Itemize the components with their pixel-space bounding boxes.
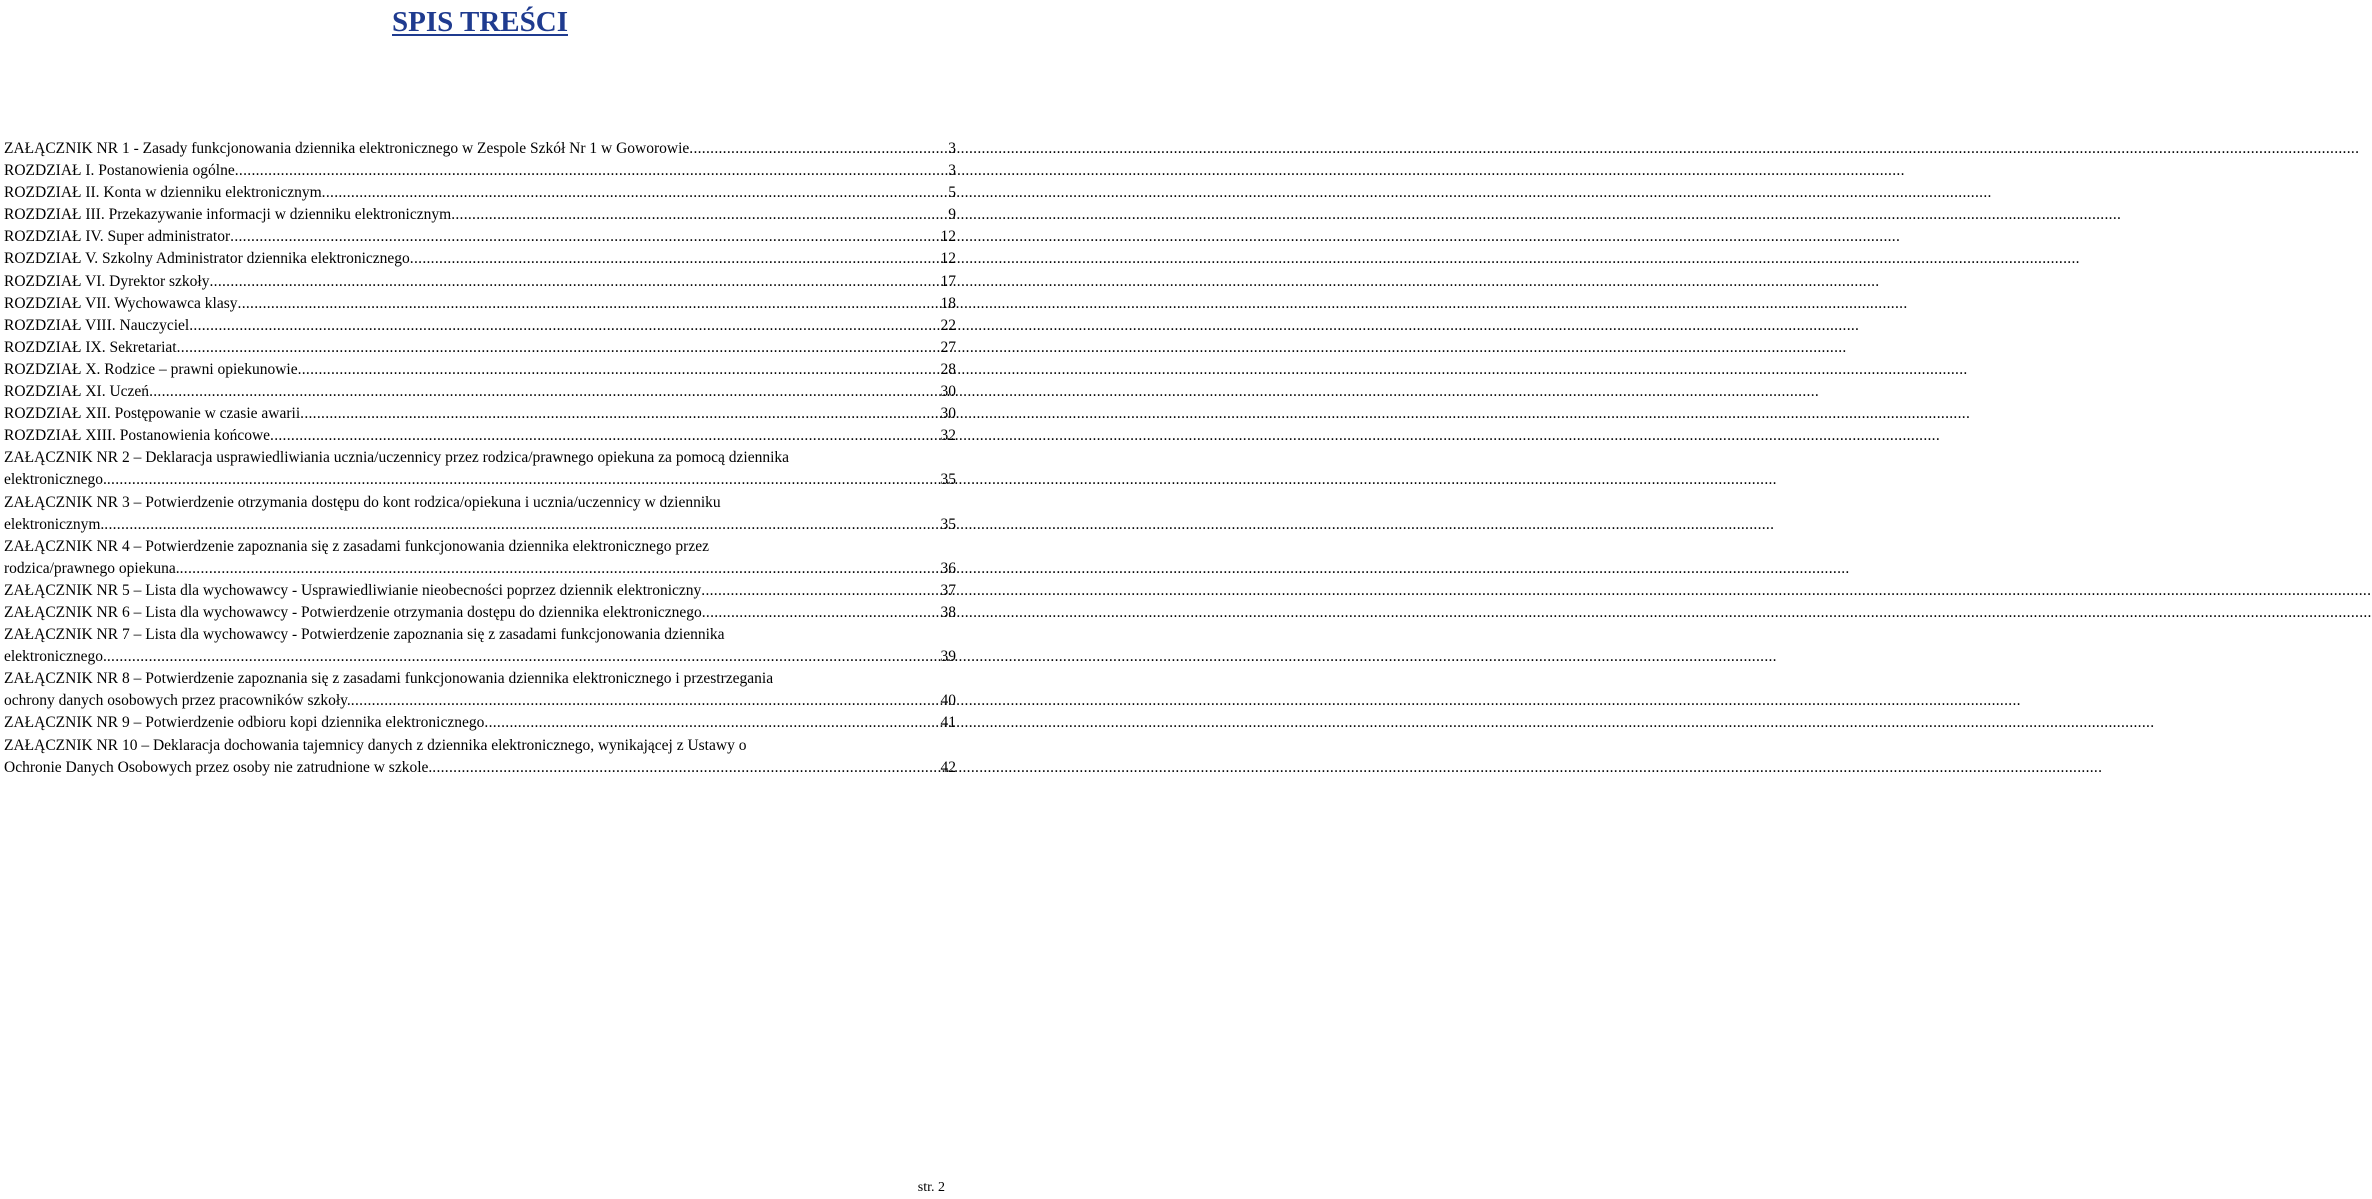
dot-leader [230,226,938,248]
toc-entry-title: ROZDZIAŁ I. Postanowienia ogólne [4,162,235,180]
dot-leader [432,757,938,779]
dot-leader [298,359,939,381]
toc-entry-title: ROZDZIAŁ VII. Wychowawca klasy [4,294,238,312]
dot-leader [149,381,938,403]
toc-entry-page: 30 [940,383,956,401]
toc-entry[interactable] [4,204,956,226]
toc-entry-title: ROZDZIAŁ XII. Postępowanie w czasie awarii [4,405,301,423]
dot-leader [451,204,946,226]
toc-entry-title: ZAŁĄCZNIK NR 1 - Zasady funkcjonowania dziennika elektronicznego w Zespole Szkół Nr 1 w Goworowie [4,140,690,157]
toc-entry-title-line1: ZAŁĄCZNIK NR 4 – Potwierdzenie zapoznania się z zasadami funkcjonowania dziennika elektronicznego przez [4,537,709,555]
toc-entry[interactable] [4,182,956,204]
toc-entry[interactable] [4,624,956,668]
toc-entry-page: 36 [940,559,956,577]
toc-entry-title-line1: ZAŁĄCZNIK NR 7 – Lista dla wychowawcy - Potwierdzenie zapoznania się z zasadami funkcjonowania dziennika [4,626,725,644]
toc-entry-title: ZAŁĄCZNIK NR 5 – Lista dla wychowawcy - Usprawiedliwianie nieobecności poprzez dziennik elektroniczny [4,581,702,599]
toc-entry[interactable] [4,492,956,536]
toc-entry-title: ZAŁĄCZNIK NR 6 – Lista dla wychowawcy - Potwierdzenie otrzymania dostępu do dziennika elektronicznego [4,603,702,621]
toc-entry[interactable] [4,668,956,712]
dot-leader [177,337,939,359]
dot-leader [104,514,938,536]
toc-entry[interactable] [4,536,956,580]
toc-entry-page: 22 [940,316,956,334]
dot-leader [107,469,939,491]
toc-entry-title: ZAŁĄCZNIK NR 9 – Potwierdzenie odbioru kopi dziennika elektronicznego [4,714,485,732]
dot-leader [689,138,946,160]
dot-leader [410,248,939,270]
toc-entry-page: 5 [948,184,956,202]
dot-leader [180,558,939,580]
toc-entry-title: Ochronie Danych Osobowych przez osoby nie zatrudnione w szkole. [4,758,433,776]
toc-entry[interactable] [4,271,956,293]
toc-entry-page: 12 [940,250,956,268]
toc-entry[interactable] [4,403,956,425]
toc-entry-page: 42 [940,758,956,776]
toc-entry-page: 17 [940,272,956,290]
toc-entry-title: ROZDZIAŁ XI. Uczeń [4,383,150,401]
toc-entry-page: 18 [940,294,956,312]
dot-leader [189,315,938,337]
toc-entry-title: rodzica/prawnego opiekuna. [4,559,180,577]
toc-entry-title: ochrony danych osobowych przez pracowników szkoły. [4,692,351,710]
page-number: str. 2 [917,1180,945,1195]
toc-entry[interactable] [4,315,956,337]
toc-entry-title: elektronicznego. [4,471,107,489]
toc-entry[interactable] [4,381,956,403]
toc-entry-page: 35 [940,471,956,489]
toc-entry-title: ROZDZIAŁ II. Konta w dzienniku elektronicznym [4,184,322,202]
dot-leader [300,403,938,425]
toc-entry-title: ROZDZIAŁ VI. Dyrektor szkoły [4,272,210,290]
toc-entry[interactable] [4,425,956,447]
toc-entry-title: ROZDZIAŁ XIII. Postanowienia końcowe [4,427,271,445]
toc-entry-page: 35 [940,515,956,533]
toc-entry-title: elektronicznego. [4,648,107,666]
dot-leader [351,690,939,712]
dot-leader [107,646,939,668]
dot-leader [484,712,938,734]
toc-entry-page: 30 [940,405,956,423]
toc-entry[interactable] [4,602,956,624]
toc-entry-title: ROZDZIAŁ IX. Sekretariat [4,338,177,356]
toc-entry[interactable] [4,293,956,315]
toc-entry-page: 32 [940,427,956,445]
dot-leader [701,580,938,602]
table-of-contents [4,138,956,779]
toc-entry-title: ROZDZIAŁ VIII. Nauczyciel [4,316,190,334]
toc-entry[interactable] [4,359,956,381]
dot-leader [235,160,947,182]
toc-entry-page: 27 [940,338,956,356]
toc-entry-page: 37 [940,581,956,599]
toc-entry[interactable] [4,138,956,160]
toc-entry-page: 3 [948,162,956,180]
toc-entry-title-line1: ZAŁĄCZNIK NR 10 – Deklaracja dochowania tajemnicy danych z dziennika elektronicznego, wynikającej z Ustawy o [4,736,747,754]
dot-leader [270,425,938,447]
toc-entry-page: 9 [948,206,956,224]
toc-entry[interactable] [4,337,956,359]
dot-leader [238,293,939,315]
toc-entry-title-line1: ZAŁĄCZNIK NR 3 – Potwierdzenie otrzymania dostępu do kont rodzica/opiekuna i ucznia/uczennicy w dzienniku [4,493,721,511]
toc-entry-title: elektronicznym. [4,515,105,533]
toc-entry[interactable] [4,580,956,602]
toc-entry-title-line1: ZAŁĄCZNIK NR 8 – Potwierdzenie zapoznania się z zasadami funkcjonowania dziennika elektronicznego i przestrzegania [4,670,774,688]
page-title: SPIS TREŚCI [392,6,568,38]
toc-entry-page: 40 [940,692,956,710]
toc-entry-title-line1: ZAŁĄCZNIK NR 2 – Deklaracja usprawiedliwiania ucznia/uczennicy przez rodzica/prawnego opiekuna za pomocą dziennika [4,449,790,467]
toc-entry-page: 39 [940,648,956,666]
toc-entry-title: ROZDZIAŁ V. Szkolny Administrator dziennika elektronicznego [4,250,410,268]
toc-entry-page: 38 [940,603,956,621]
toc-entry[interactable] [4,735,956,779]
dot-leader [702,602,939,624]
toc-entry[interactable] [4,160,956,182]
toc-entry-page: 41 [940,714,956,732]
dot-leader [322,182,947,204]
toc-entry[interactable] [4,226,956,248]
toc-entry[interactable] [4,712,956,734]
toc-entry[interactable] [4,248,956,270]
toc-entry-page: 3 [948,140,956,157]
toc-entry-title: ROZDZIAŁ X. Rodzice – prawni opiekunowie [4,360,298,378]
dot-leader [209,271,938,293]
toc-entry-title: ROZDZIAŁ IV. Super administrator [4,228,231,246]
toc-entry-title: ROZDZIAŁ III. Przekazywanie informacji w dzienniku elektronicznym [4,206,452,224]
toc-entry-page: 12 [940,228,956,246]
toc-entry[interactable] [4,447,956,491]
toc-entry-page: 28 [940,360,956,378]
